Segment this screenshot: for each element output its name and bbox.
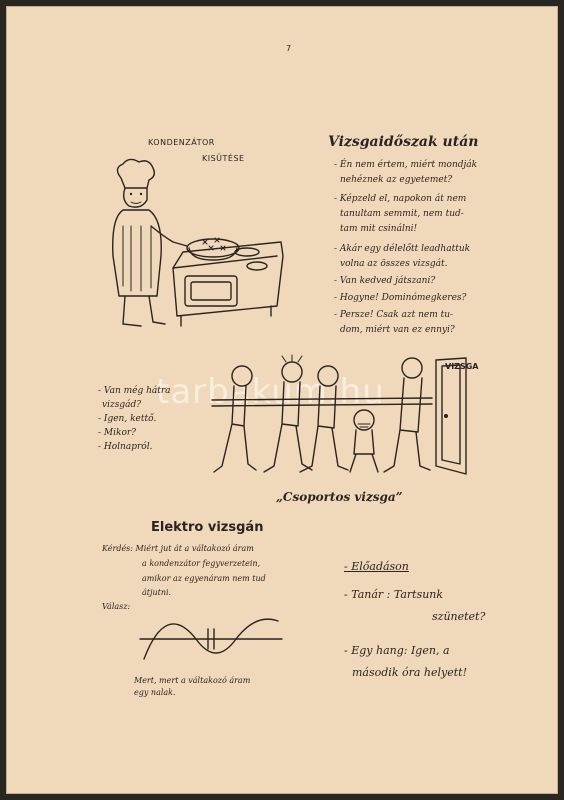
lecture-title: - Előadáson <box>344 560 409 573</box>
left-dialog-line: - Igen, kettő. <box>98 414 157 424</box>
left-dialog-line: vizsgád? <box>102 400 142 410</box>
right-column-line: - Képzeld el, napokon át nem <box>334 194 467 204</box>
cartoon2-caption: „Csoportos vizsga” <box>276 490 403 504</box>
right-column-line: tanultam semmit, nem tud- <box>340 209 464 219</box>
right-column-heading: Vizsgaidőszak után <box>328 134 479 150</box>
page-number: 7 <box>286 44 292 53</box>
section2-heading: Elektro vizsgán <box>151 520 264 535</box>
answer-label: Válasz: <box>102 602 131 611</box>
answer-line: Mert, mert a váltakozó áram <box>134 676 251 685</box>
door-label: VIZSGA <box>445 362 479 371</box>
cartoon1-caption-line1: KONDENZÁTOR <box>148 138 215 147</box>
left-dialog-line: - Holnapról. <box>98 442 153 452</box>
right-column-line: nehéznek az egyetemet? <box>340 175 453 185</box>
sine-wave-capacitor-drawing <box>136 611 286 671</box>
right-column-line: - Akár egy délelőtt leadhattuk <box>334 244 471 254</box>
lecture-line: - Egy hang: Igen, a <box>344 644 450 657</box>
right-column-line: - Én nem értem, miért mondják <box>334 160 478 170</box>
lecture-line: szünetet? <box>432 610 486 623</box>
cook-stove-illustration <box>101 156 291 341</box>
watermark: tarbakum.hu <box>156 372 385 412</box>
group-exam-illustration <box>204 354 474 484</box>
paper-page <box>6 6 558 794</box>
right-column-line: - Persze! Csak azt nem tu- <box>334 310 454 320</box>
answer-line: egy nalak. <box>134 688 176 697</box>
question-line: Kérdés: Miért jut át a váltakozó áram <box>102 544 254 553</box>
right-column-line: tam mit csinálni! <box>340 224 418 234</box>
cartoon1-caption-line2: KISÜTÉSE <box>202 154 245 163</box>
left-dialog-line: - Mikor? <box>98 428 136 438</box>
right-column-line: - Hogyne! Dominómegkeres? <box>334 293 467 303</box>
lecture-line: második óra helyett! <box>352 666 468 679</box>
question-line: a kondenzátor fegyverzetein, <box>142 559 261 568</box>
right-column-line: - Van kedved játszani? <box>334 276 436 286</box>
question-line: amikor az egyenáram nem tud <box>142 574 266 583</box>
question-line: átjutni. <box>142 588 172 597</box>
left-dialog-line: - Van még hátra <box>98 386 171 396</box>
right-column-line: dom, miért van ez ennyi? <box>340 325 455 335</box>
right-column-line: volna az összes vizsgát. <box>340 259 448 269</box>
lecture-line: - Tanár : Tartsunk <box>344 588 444 601</box>
